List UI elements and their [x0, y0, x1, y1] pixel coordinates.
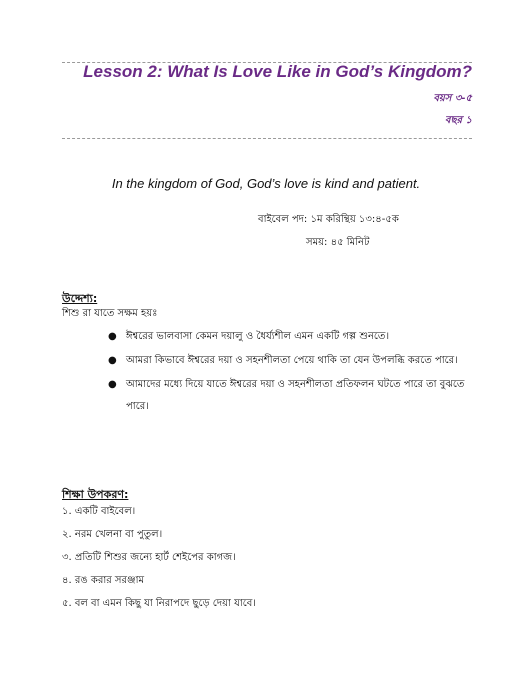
list-item: ৪. রঙ করার সরঞ্জাম: [62, 575, 145, 586]
list-item: ● ঈশ্বরের ভালবাসা কেমন দয়ালু ও ধৈর্য্যশীল এমন একটি গল্প শুনতে।: [108, 326, 480, 348]
bullet-icon: ●: [108, 331, 117, 342]
objectives-lead: শিশু রা যাতে সক্ষম হয়ঃ: [62, 308, 158, 319]
bullet-icon: ●: [108, 379, 117, 390]
materials-list: [62, 503, 256, 618]
bullet-icon: ●: [108, 355, 117, 366]
year-label: বছর ১: [444, 115, 472, 126]
objectives-list: [108, 326, 480, 420]
list-item: ২. নরম খেলনা বা পুতুল।: [62, 529, 163, 540]
objectives-heading: উদ্দেশ্য:: [62, 292, 98, 305]
list-item: ● আমরা কিভাবে ঈশ্বরের দয়া ও সহনশীলতা পেয়ে থাকি তা যেন উপলব্ধি করতে পারে।: [108, 350, 480, 372]
list-item: ১. একটি বাইবেল।: [62, 506, 136, 517]
bottom-rule: [62, 138, 472, 139]
lesson-title: Lesson 2: What Is Love Like in God’s Kingdom?: [83, 62, 472, 81]
list-item: ৩. প্রতিটি শিশুর জন্যে হার্ট শেইপের কাগজ।: [62, 552, 236, 563]
list-item: ● আমাদের মধ্যে দিয়ে যাতে ঈশ্বরের দয়া ও সহনশীলতা প্রতিফলন ঘটতে পারে তা বুঝতে পারে।: [108, 374, 480, 418]
materials-heading: শিক্ষা উপকরণ:: [62, 488, 129, 501]
list-item: ৫. বল বা এমন কিছু যা নিরাপদে ছুড়ে দেয়া যাবে।: [62, 598, 256, 609]
duration: সময়: ৪৫ মিনিট: [306, 237, 370, 248]
intro-statement: In the kingdom of God, God’s love is kind and patient.: [111, 176, 421, 191]
bible-passage: বাইবেল পদ: ১ম করিন্থিয় ১৩:৪-৫ক: [258, 214, 399, 225]
age-label: বয়স ৩-৫: [433, 93, 472, 104]
